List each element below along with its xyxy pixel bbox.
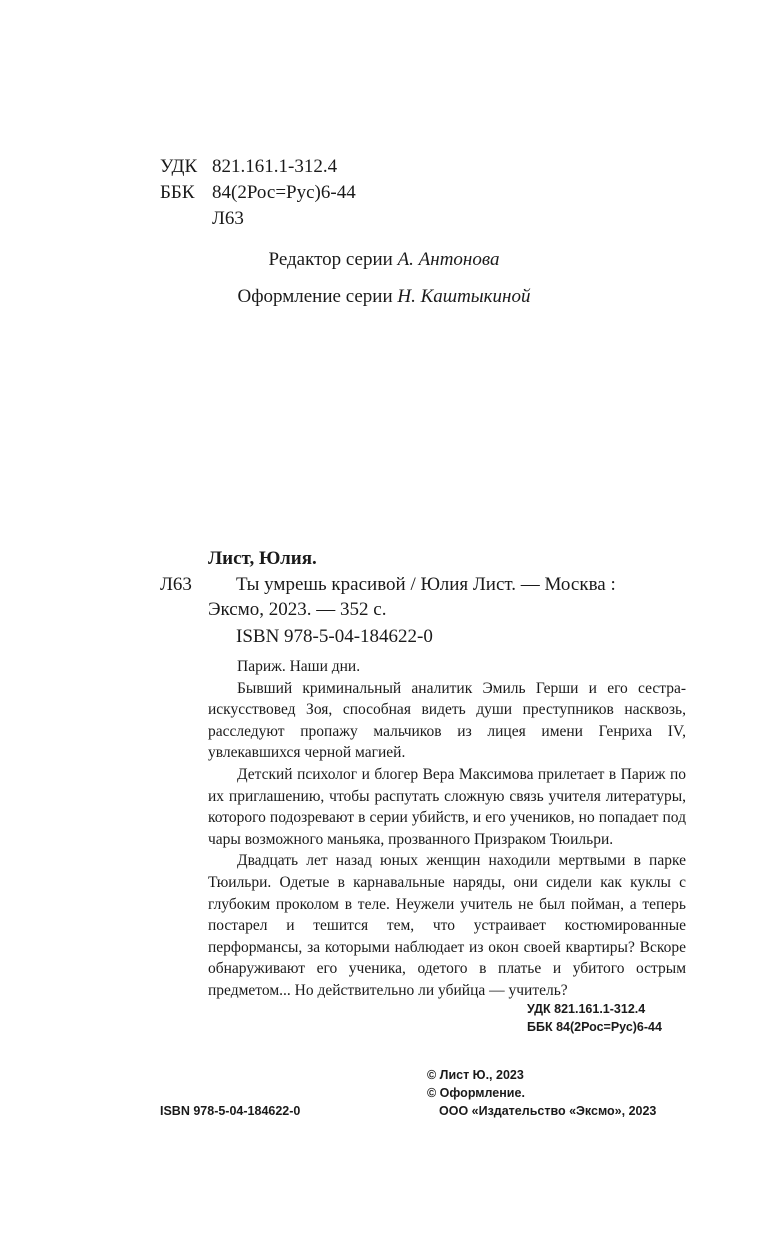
- series-design-credit: [0, 284, 768, 310]
- editor-name: А. Антонова: [397, 249, 500, 270]
- design-label: Оформление серии: [237, 286, 393, 307]
- copyright-publisher: ООО «Издательство «Эксмо», 2023: [439, 1104, 657, 1118]
- author-mark-top: Л63: [212, 208, 244, 229]
- design-name: Н. Каштыкиной: [397, 286, 531, 307]
- bib-title-line: Ты умрешь красивой / Юлия Лист. — Москва :: [236, 574, 616, 595]
- footer-isbn: ISBN 978-5-04-184622-0: [160, 1104, 301, 1118]
- series-editor-credit: [0, 247, 768, 273]
- annotation: [208, 656, 686, 1002]
- copyright-author: © Лист Ю., 2023: [427, 1068, 524, 1082]
- bbk-value: 84(2Рос=Рус)6-44: [212, 182, 356, 203]
- annotation-paragraph: Бывший криминальный аналитик Эмиль Герши и его сестра-искусствовед Зоя, способная видеть души преступников насквозь, расследуют пропажу мальчиков из лицея имени Генриха IV, увлекавшихся черной магией.: [208, 679, 686, 762]
- bib-isbn: ISBN 978-5-04-184622-0: [236, 626, 433, 647]
- annotation-paragraph: Двадцать лет назад юных женщин находили мертвыми в парке Тюильри. Одетые в карнавальные наряды, они сидели как куклы с глубоким проколом в теле. Неужели учитель не был пойман, а теперь постарел и тешится тем, что устраивает костюмированные перформансы, за которыми наблюдает из окон своей квартиры? Вскоре обнаруживают его ученика, одетого в платье и убитого острым предметом... Но действительно ли убийца — учитель?: [208, 852, 686, 999]
- bib-imprint-line: Эксмо, 2023. — 352 с.: [208, 599, 387, 620]
- footer-bbk: ББК 84(2Рос=Рус)6-44: [527, 1020, 662, 1034]
- bib-mark: Л63: [160, 574, 192, 595]
- bbk-line: [160, 180, 356, 206]
- annotation-paragraph: Париж. Наши дни.: [237, 658, 361, 675]
- udk-line: [160, 154, 337, 180]
- copyright-design: © Оформление.: [427, 1086, 525, 1100]
- footer-udk: УДК 821.161.1-312.4: [527, 1002, 646, 1016]
- bbk-label: ББК: [160, 182, 195, 203]
- udk-value: 821.161.1-312.4: [212, 156, 338, 177]
- editor-label: Редактор серии: [268, 249, 393, 270]
- annotation-paragraph: Детский психолог и блогер Вера Максимова прилетает в Париж по их приглашению, чтобы распутать сложную связь учителя литературы, которого подозревают в серии убийств, и его учеников, но попадает под чары возможного маньяка, прозванного Призраком Тюильри.: [208, 765, 686, 848]
- bib-author: Лист, Юлия.: [208, 548, 317, 569]
- udk-label: УДК: [160, 156, 198, 177]
